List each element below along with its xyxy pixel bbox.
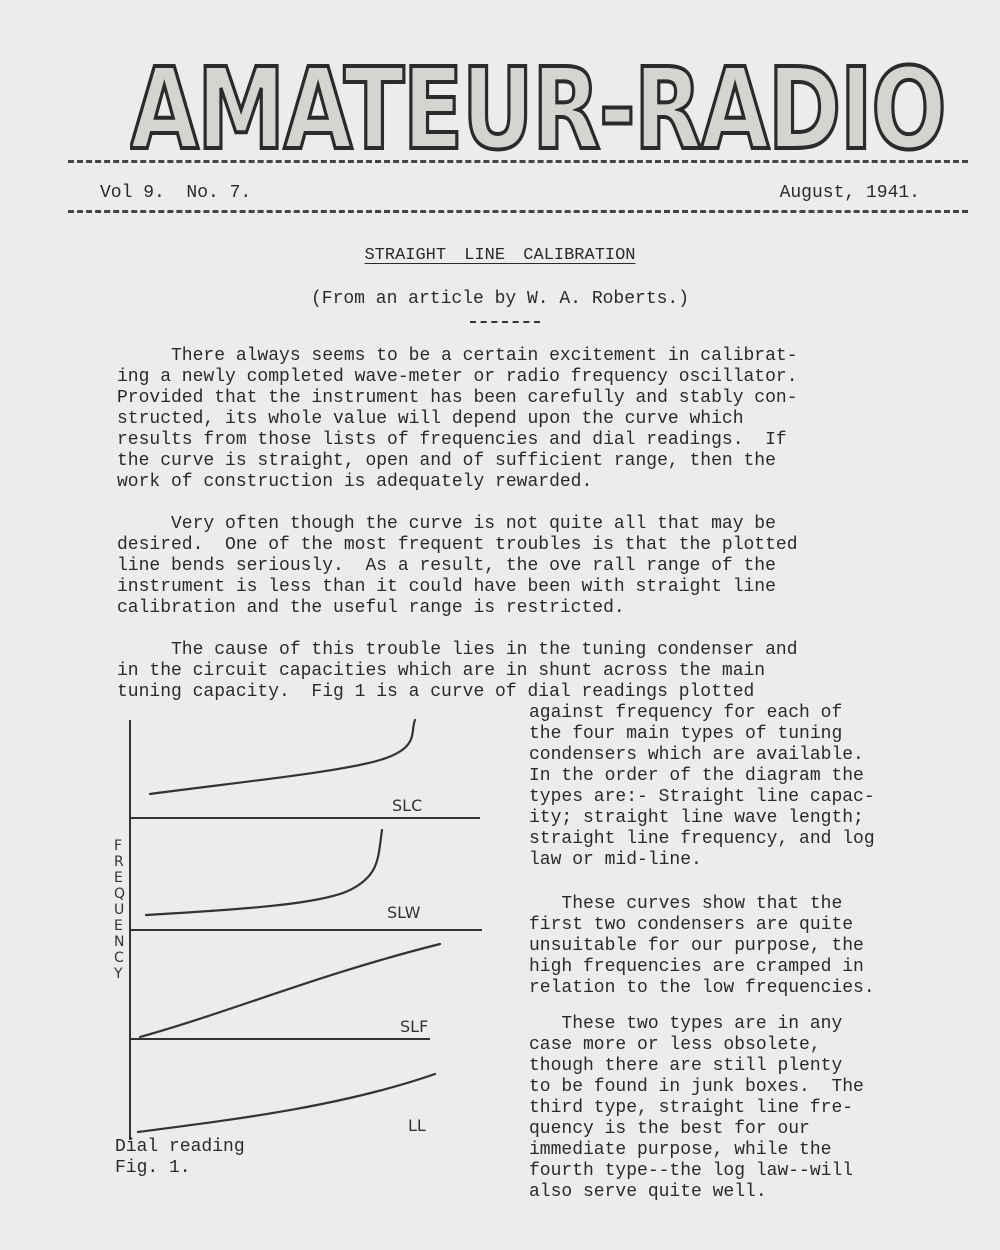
volume-number: Vol 9. No. 7.: [100, 183, 252, 203]
side-paragraph-2: These curves show that the first two condensers are quite unsuitable for our purpose, the high frequencies are cramped in relation to the low frequencies.: [529, 894, 875, 998]
top-rule: [68, 160, 968, 163]
paragraph-1: There always seems to be a certain excitement in calibrat- ing a newly completed wave-meter or radio frequency oscillator. Provided that the instrument has been carefully and stably con- structed, its whole value will depend upon the curve which results from those lists of frequencies and dial readings. If the curve is straight, open and of sufficient range, then the work of construction is adequately rewarded.: [117, 346, 798, 492]
y-letter: E: [114, 870, 123, 886]
issue-line: [100, 183, 920, 203]
paragraph-3: The cause of this trouble lies in the tuning condenser and in the circuit capacities which are in shunt across the main tuning capacity. Fig 1 is a curve of dial readings plotted: [117, 640, 798, 702]
condenser-curves-diagram: [110, 712, 510, 1152]
masthead: [130, 40, 950, 165]
masthead-logo: [130, 40, 950, 165]
curve-slw: [146, 830, 382, 915]
paragraph-2: Very often though the curve is not quite all that may be desired. One of the most frequent troubles is that the plotted line bends seriously. As a result, the ove rall range of the instrument is less than it could have been with straight line calibration and the useful range is restricted.: [117, 514, 798, 618]
figure-1: [110, 712, 510, 1152]
side-paragraph-1: against frequency for each of the four main types of tuning condensers which are available. In the order of the diagram the types are:- Straight line capac- ity; straight line wave length; straight line frequency, and log law or mid-line.: [529, 703, 875, 870]
y-axis-label: [113, 838, 125, 982]
label-slc: SLC: [392, 796, 423, 815]
y-letter: C: [114, 950, 124, 966]
curve-ll: [138, 1074, 435, 1132]
figure-caption: Fig. 1.: [115, 1158, 191, 1178]
bottom-rule: [68, 210, 968, 213]
y-letter: Q: [114, 886, 126, 902]
curve-slf: [140, 944, 440, 1037]
y-letter: Y: [114, 966, 123, 982]
issue-date: August, 1941.: [779, 183, 920, 203]
curve-slc: [150, 720, 415, 794]
y-letter: F: [114, 838, 123, 854]
y-letter: R: [114, 854, 124, 870]
article-byline: (From an article by W. A. Roberts.): [310, 289, 690, 309]
y-letter: N: [114, 934, 125, 950]
article-title: STRAIGHT LINE CALIBRATION: [364, 246, 636, 265]
masthead-title: AMATEUR-RADIO: [130, 45, 945, 165]
y-letter: U: [114, 902, 125, 918]
label-ll: LL: [408, 1116, 426, 1135]
label-slf: SLF: [400, 1017, 429, 1036]
label-slw: SLW: [387, 903, 421, 922]
byline-divider: [470, 321, 540, 323]
y-letter: E: [114, 918, 123, 934]
figure-x-label: Dial reading: [115, 1137, 245, 1157]
side-paragraph-3: These two types are in any case more or less obsolete, though there are still plenty to be found in junk boxes. The third type, straight line fre- quency is the best for our immediate purpose, while the fourth type--the log law--will also serve quite well.: [529, 1014, 864, 1202]
